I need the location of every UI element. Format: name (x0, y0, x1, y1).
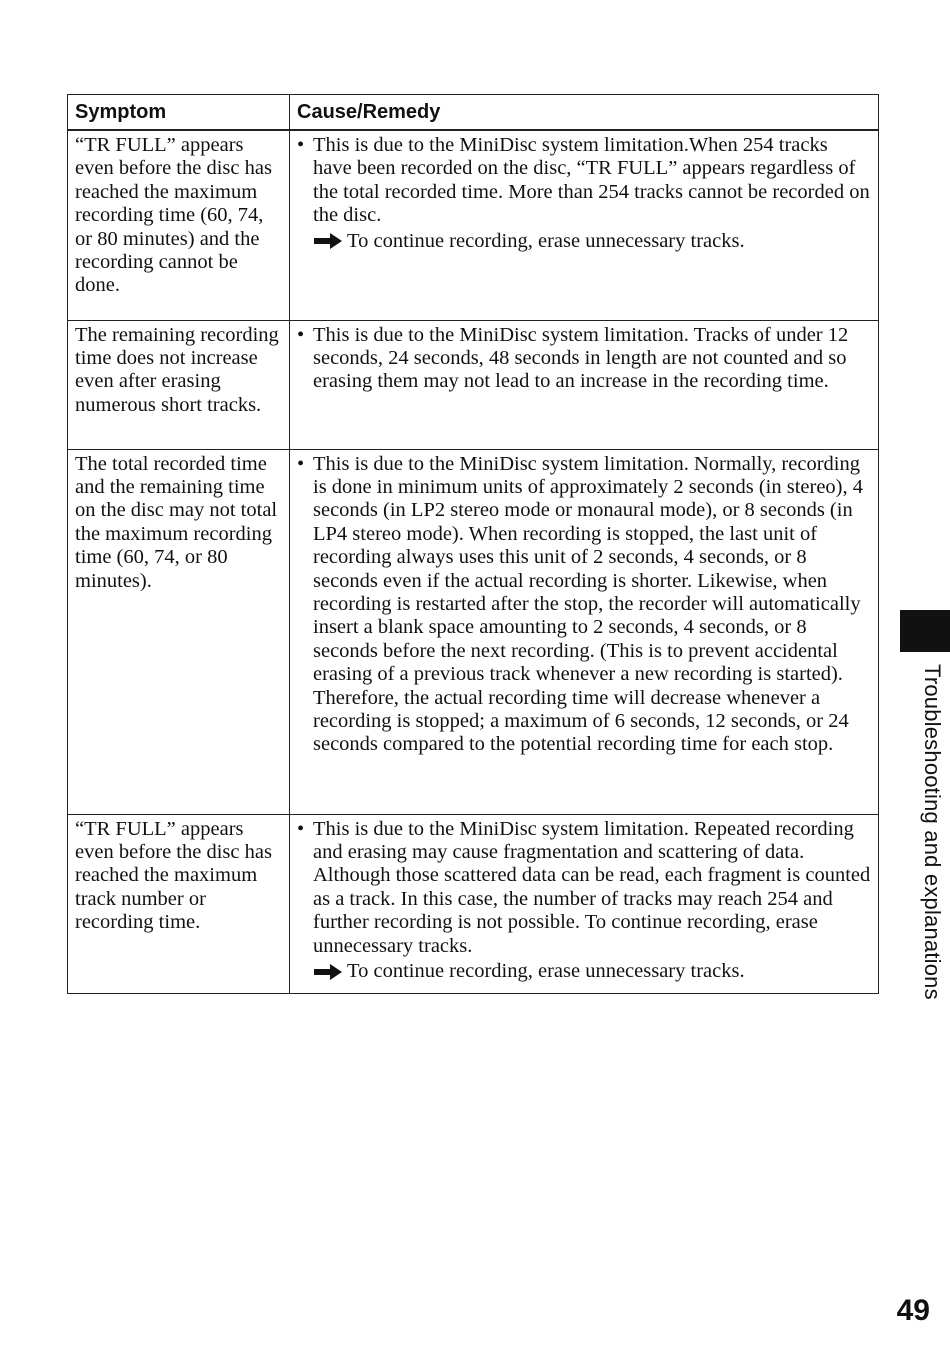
right-arrow-icon (313, 232, 343, 250)
troubleshooting-table (67, 94, 879, 994)
table-row (68, 814, 879, 993)
symptom-cell: “TR FULL” appears even before the disc has reached the maximum track number or recording time. (68, 814, 290, 993)
table-row (68, 320, 879, 449)
cause-cell (290, 814, 879, 993)
cause-text: This is due to the MiniDisc system limitation. Tracks of under 12 seconds, 24 seconds, 48 seconds in length are not counted and so erasing them may not lead to an increase in the recording time. (313, 323, 849, 393)
cause-bullet (297, 134, 871, 228)
cause-text: This is due to the MiniDisc system limitation.When 254 tracks have been recorded on the disc, “TR FULL” appears regardless of the total recorded time. More than 254 tracks cannot be recorded on the disc. (313, 134, 870, 227)
symptom-cell: The total recorded time and the remaining time on the disc may not total the maximum recording time (60, 74, or 80 minutes). (68, 449, 290, 814)
cause-remedy-header: Cause/Remedy (290, 95, 879, 131)
remedy-line (297, 230, 871, 253)
symptom-header: Symptom (68, 95, 290, 131)
symptom-cell: The remaining recording time does not increase even after erasing numerous short tracks. (68, 320, 290, 449)
cause-bullet (297, 324, 871, 394)
cause-bullet (297, 453, 871, 757)
cause-text: This is due to the MiniDisc system limitation. Repeated recording and erasing may cause fragmentation and scattering of data. Although those scattered data can be read, each fragment is counted as a track. In this case, the number of tracks may reach 254 and further recording is not possible. To continue recording, erase unnecessary tracks. (313, 817, 871, 957)
cause-cell (290, 130, 879, 320)
table-row (68, 130, 879, 320)
bullet-dot: • (297, 134, 305, 156)
remedy-line (297, 960, 871, 983)
cause-bullet (297, 818, 871, 958)
page-number: 49 (896, 1294, 930, 1327)
cause-text: This is due to the MiniDisc system limitation. Normally, recording is done in minimum units of approximately 2 seconds (in stereo), 4 seconds (in LP2 stereo mode or monaural mode), or 8 seconds (in LP4 stereo mode). When recording is stopped, the last unit of recording always uses this unit of 2 seconds, 4 seconds, or 8 seconds even if the actual recording is shorter. Likewise, when recording is restarted after the stop, the recorder will automatically insert a blank space amounting to 2 seconds, 4 seconds, or 8 seconds before the next recording. (This is to prevent accidental erasing of a previous track whenever a new recording is started). Therefore, the actual recording time will decrease whenever a recording is stopped; a maximum of 6 seconds, 12 seconds, or 24 seconds compared to the potential recording time for each stop. (313, 452, 863, 756)
remedy-text: To continue recording, erase unnecessary tracks. (347, 229, 745, 252)
remedy-text: To continue recording, erase unnecessary tracks. (347, 959, 745, 982)
table-row (68, 449, 879, 814)
right-arrow-icon (313, 963, 343, 981)
cause-cell (290, 320, 879, 449)
cause-cell (290, 449, 879, 814)
bullet-dot: • (297, 817, 305, 840)
symptom-cell: “TR FULL” appears even before the disc has reached the maximum recording time (60, 74, or 80 minutes) and the recording cannot be done. (68, 130, 290, 320)
section-label: Troubleshooting and explanations (920, 664, 945, 1000)
table-header-row (68, 95, 879, 131)
bullet-dot: • (297, 323, 305, 346)
section-tab-marker (900, 610, 950, 652)
bullet-dot: • (297, 452, 305, 475)
